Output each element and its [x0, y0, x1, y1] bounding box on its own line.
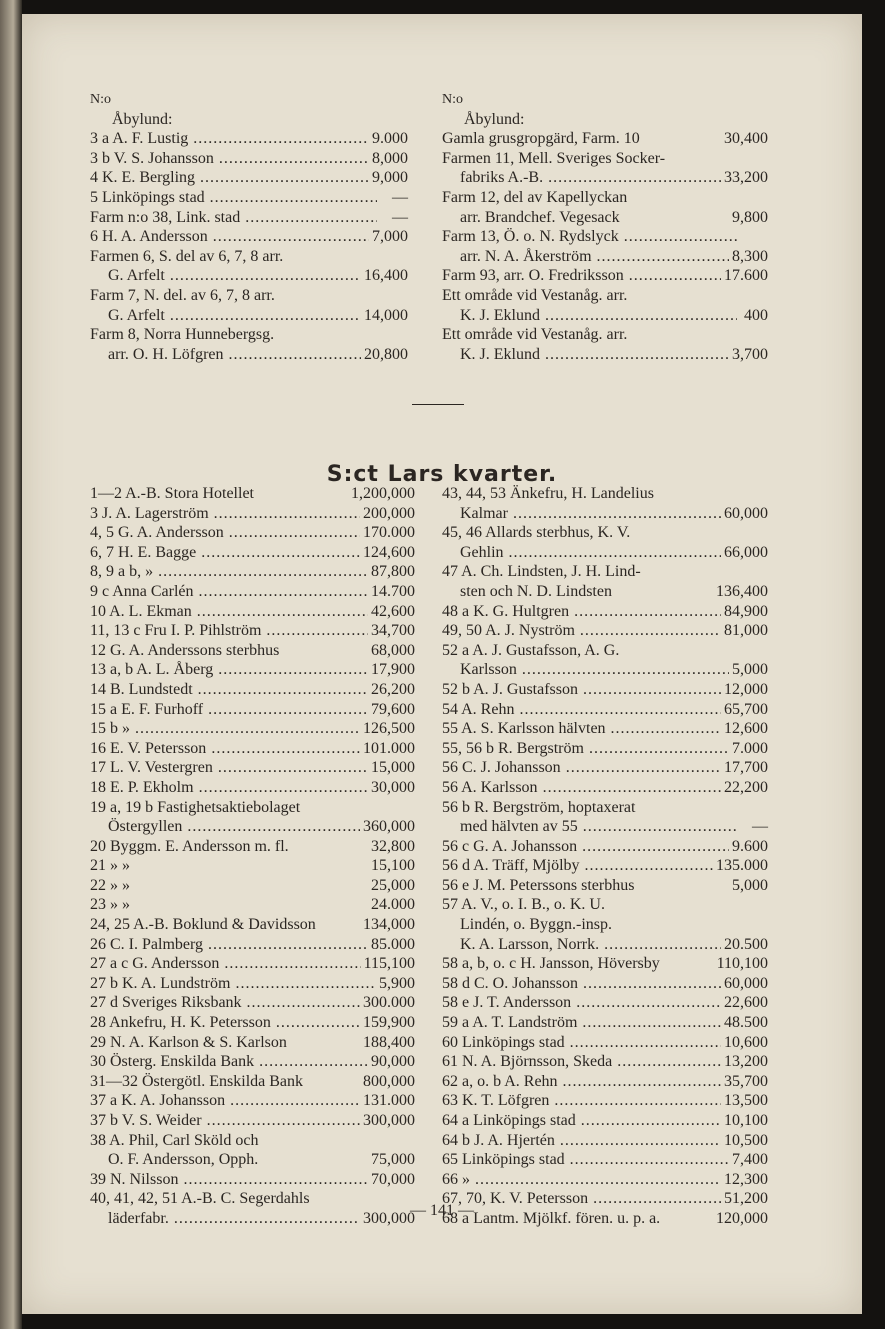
entry-label: Kalmar ..... — [460, 504, 721, 524]
entry-row — [90, 778, 415, 798]
entry-value: 87,800 — [371, 563, 415, 581]
entry-label: 29 N. A. Karlson & S. Karlson — [90, 1033, 287, 1051]
entry-row — [90, 149, 408, 169]
entry-row — [90, 758, 415, 778]
entry-label: G. Arfelt ..... — [108, 306, 361, 326]
entry-label: 27 a c G. Andersson ..... — [90, 954, 361, 974]
entry-label: 56 C. J. Johansson ..... — [442, 758, 721, 778]
entry-label: 57 A. V., o. I. B., o. K. U. — [442, 896, 605, 914]
entry-label: 9 c Anna Carlén ..... — [90, 582, 368, 602]
entry-value: 300,000 — [363, 1209, 415, 1227]
entry-row — [442, 837, 768, 857]
entry-value: 300.000 — [363, 994, 415, 1012]
entry-label: Farmen 11, Mell. Sveriges Socker- — [442, 149, 666, 167]
entry-row — [442, 306, 768, 326]
entry-label: 3 J. A. Lagerström ..... — [90, 504, 360, 524]
entry-value: 170.000 — [363, 524, 415, 542]
entry-row — [90, 306, 408, 326]
column-heading: N:o — [90, 92, 111, 107]
column-subheading: Åbylund: — [112, 110, 173, 128]
entry-label: 38 A. Phil, Carl Sköld och — [90, 1131, 259, 1149]
entry-row — [442, 543, 768, 563]
entry-row — [442, 582, 768, 602]
entry-label: 58 d C. O. Johansson ..... — [442, 974, 721, 994]
entry-label: 67, 70, K. V. Petersson ..... — [442, 1189, 721, 1209]
entry-row — [90, 660, 415, 680]
entry-value: — — [392, 188, 408, 206]
bottom-left-column — [90, 484, 415, 1229]
entry-label: 43, 44, 53 Änkefru, H. Landelius — [442, 485, 654, 502]
entry-value: 32,800 — [371, 837, 415, 855]
entry-value: 9,000 — [372, 169, 408, 187]
entry-row — [442, 247, 768, 267]
entry-value: 15,000 — [371, 759, 415, 777]
entry-row — [442, 778, 768, 798]
entry-row — [90, 1131, 415, 1151]
entry-value: 7,400 — [732, 1151, 768, 1169]
entry-value: 7.000 — [732, 739, 768, 757]
entry-label: 47 A. Ch. Lindsten, J. H. Lind- — [442, 563, 641, 581]
entry-label: 63 K. T. Löfgren ..... — [442, 1091, 721, 1111]
entry-value: 14.700 — [371, 582, 415, 600]
entry-row — [442, 149, 768, 169]
entry-label: Farm 12, del av Kapellyckan — [442, 188, 628, 206]
entry-label: 17 L. V. Vestergren ..... — [90, 758, 368, 778]
entry-row — [90, 621, 415, 641]
entry-row — [442, 719, 768, 739]
entry-label: 18 E. P. Ekholm ..... — [90, 778, 368, 798]
entry-value: 101.000 — [363, 739, 415, 757]
entry-row — [90, 523, 415, 543]
entry-value: 10,600 — [724, 1033, 768, 1051]
entry-value: 25,000 — [371, 876, 415, 894]
entry-label: 66 » ..... — [442, 1170, 721, 1190]
entry-label: Karlsson ..... — [460, 660, 729, 680]
entry-row — [90, 935, 415, 955]
entry-row — [442, 129, 768, 149]
entry-value: 68,000 — [371, 641, 415, 659]
entry-label: Lindén, o. Byggn.-insp. — [460, 916, 612, 934]
entry-value: 126,500 — [363, 720, 415, 738]
entry-label: 3 a A. F. Lustig ..... — [90, 129, 369, 149]
entry-row — [90, 798, 415, 818]
entry-label: 40, 41, 42, 51 A.-B. C. Segerdahls — [90, 1190, 310, 1208]
entry-value: 120,000 — [716, 1209, 768, 1227]
entry-label: K. J. Eklund ..... — [460, 345, 729, 365]
entry-row — [90, 719, 415, 739]
entry-value: 30,400 — [724, 130, 768, 148]
entry-row — [90, 954, 415, 974]
entry-label: Farm 8, Norra Hunnebergsg. — [90, 326, 275, 344]
entry-label: 65 Linköpings stad ..... — [442, 1150, 729, 1170]
entry-value: 400 — [744, 306, 768, 324]
entry-value: 5,000 — [732, 876, 768, 894]
entry-row — [90, 543, 415, 563]
entry-value: 13,500 — [724, 1092, 768, 1110]
entry-label: 39 N. Nilsson ..... — [90, 1170, 368, 1190]
entry-label: 37 b V. S. Weider ..... — [90, 1111, 360, 1131]
entry-label: 27 d Sveriges Riksbank ..... — [90, 993, 360, 1013]
entry-row — [90, 325, 408, 345]
entry-row — [90, 974, 415, 994]
entry-label: 58 e J. T. Andersson ..... — [442, 993, 721, 1013]
entry-value: 800,000 — [363, 1072, 415, 1090]
entry-row — [442, 817, 768, 837]
entry-row — [442, 602, 768, 622]
entry-row — [90, 915, 415, 935]
entry-row — [90, 227, 408, 247]
entry-label: 4, 5 G. A. Andersson ..... — [90, 523, 360, 543]
entry-row — [442, 621, 768, 641]
entry-value: 14,000 — [364, 306, 408, 324]
entry-label: 21 » » — [90, 857, 130, 875]
entry-row — [442, 1170, 768, 1190]
entry-row — [442, 227, 768, 247]
document-page — [22, 14, 862, 1314]
entry-value: 79,600 — [371, 700, 415, 718]
entry-label: 19 a, 19 b Fastighetsaktiebolaget — [90, 798, 301, 816]
entry-label: Farm 13, Ö. o. N. Rydslyck ..... — [442, 227, 737, 247]
entry-row — [442, 758, 768, 778]
entry-row — [442, 660, 768, 680]
entry-value: 110,100 — [716, 955, 768, 973]
entry-label: Östergyllen ..... — [108, 817, 360, 837]
entry-value: 70,000 — [371, 1170, 415, 1188]
entry-label: Gamla grusgropgärd, Farm. 10 — [442, 130, 640, 148]
entry-value: 48.500 — [724, 1014, 768, 1032]
entry-row — [90, 247, 408, 267]
top-left-column — [90, 90, 408, 364]
entry-row — [90, 1013, 415, 1033]
entry-row — [90, 208, 408, 228]
entry-label: 10 A. L. Ekman ..... — [90, 602, 368, 622]
entry-value: 13,200 — [724, 1053, 768, 1071]
entry-label: 62 a, o. b A. Rehn ..... — [442, 1072, 721, 1092]
entry-value: 135.000 — [716, 857, 768, 875]
entry-label: arr. Brandchef. Vegesack — [460, 208, 620, 226]
entry-row — [442, 1033, 768, 1053]
entry-row — [90, 817, 415, 837]
entry-label: K. A. Larsson, Norrk. ..... — [460, 935, 721, 955]
entry-row — [90, 1072, 415, 1092]
entry-label: 6 H. A. Andersson ..... — [90, 227, 369, 247]
entry-value: 66,000 — [724, 543, 768, 561]
entry-value: 17.600 — [724, 267, 768, 285]
entry-row — [442, 1150, 768, 1170]
entry-label: 56 b R. Bergström, hoptaxerat — [442, 798, 636, 816]
entry-row — [442, 208, 768, 228]
entry-label: sten och N. D. Lindsten — [460, 582, 612, 600]
entry-label: 52 b A. J. Gustafsson ..... — [442, 680, 721, 700]
entry-row — [90, 1052, 415, 1072]
entry-row — [90, 895, 415, 915]
entry-row — [90, 129, 408, 149]
entry-label: arr. O. H. Löfgren ..... — [108, 345, 361, 365]
entry-label: 49, 50 A. J. Nyström ..... — [442, 621, 721, 641]
entry-label: fabriks A.-B. ..... — [460, 168, 721, 188]
entry-label: 30 Österg. Enskilda Bank ..... — [90, 1052, 368, 1072]
entry-label: med hälvten av 55 ..... — [460, 817, 737, 837]
entry-label: 56 c G. A. Johansson ..... — [442, 837, 729, 857]
entry-row — [442, 680, 768, 700]
entry-label: 1—2 A.-B. Stora Hotellet — [90, 485, 254, 502]
entry-row — [442, 168, 768, 188]
entry-label: K. J. Eklund ..... — [460, 306, 737, 326]
entry-value: 3,700 — [732, 345, 768, 363]
entry-row — [90, 484, 415, 504]
entry-label: 24, 25 A.-B. Boklund & Davidsson — [90, 916, 316, 934]
entry-label: 15 a E. F. Furhoff ..... — [90, 700, 368, 720]
entry-value: 200,000 — [363, 504, 415, 522]
entry-value: 1,200,000 — [351, 485, 415, 502]
entry-value: 15,100 — [371, 857, 415, 875]
entry-label: 11, 13 c Fru I. P. Pihlström ..... — [90, 621, 368, 641]
entry-value: 188,400 — [363, 1033, 415, 1051]
entry-row — [90, 504, 415, 524]
entry-value: 81,000 — [724, 622, 768, 640]
entry-row — [90, 1033, 415, 1053]
entry-value: 12,000 — [724, 680, 768, 698]
entry-row — [90, 1150, 415, 1170]
entry-value: — — [392, 208, 408, 226]
entry-value: 159,900 — [363, 1014, 415, 1032]
entry-row — [90, 286, 408, 306]
entry-label: 55, 56 b R. Bergström ..... — [442, 739, 729, 759]
entry-value: 9,800 — [732, 208, 768, 226]
page-number: — 141 — — [410, 1202, 474, 1219]
entry-row — [442, 1091, 768, 1111]
entry-label: 59 a A. T. Landström ..... — [442, 1013, 721, 1033]
entry-label: arr. N. A. Åkerström ..... — [460, 247, 729, 267]
section-title: S:ct Lars kvarter. — [326, 462, 558, 487]
entry-label: 13 a, b A. L. Åberg ..... — [90, 660, 368, 680]
entry-value: 17,900 — [371, 661, 415, 679]
entry-row — [442, 1052, 768, 1072]
entry-row — [442, 188, 768, 208]
entry-label: 45, 46 Allards sterbhus, K. V. — [442, 524, 631, 542]
entry-row — [442, 856, 768, 876]
entry-row — [90, 876, 415, 896]
entry-label: 8, 9 a b, » ..... — [90, 562, 368, 582]
entry-label: 37 a K. A. Johansson ..... — [90, 1091, 360, 1111]
entry-label: 4 K. E. Bergling ..... — [90, 168, 369, 188]
entry-value: 85.000 — [371, 935, 415, 953]
entry-label: 23 » » — [90, 896, 130, 914]
entry-row — [442, 562, 768, 582]
entry-row — [90, 856, 415, 876]
entry-row — [442, 974, 768, 994]
entry-row — [442, 935, 768, 955]
bottom-right-column — [442, 484, 768, 1229]
entry-label: 12 G. A. Anderssons sterbhus — [90, 641, 280, 659]
entry-row — [442, 993, 768, 1013]
entry-value: 75,000 — [371, 1151, 415, 1169]
entry-label: Farm n:o 38, Link. stad ..... — [90, 208, 377, 228]
entry-row — [442, 700, 768, 720]
entry-value: 42,600 — [371, 602, 415, 620]
entry-value: 30,000 — [371, 778, 415, 796]
entry-label: 56 d A. Träff, Mjölby ..... — [442, 856, 713, 876]
entry-value: 60,000 — [724, 974, 768, 992]
entry-value: 136,400 — [716, 582, 768, 600]
entry-row — [442, 1131, 768, 1151]
entry-value: 17,700 — [724, 759, 768, 777]
entry-row — [442, 895, 768, 915]
entry-row — [90, 837, 415, 857]
entry-row — [442, 876, 768, 896]
entry-label: 60 Linköpings stad ..... — [442, 1033, 721, 1053]
entry-label: läderfabr. ..... — [108, 1209, 360, 1229]
entry-row — [90, 739, 415, 759]
entry-row — [90, 562, 415, 582]
entry-label: Gehlin ..... — [460, 543, 721, 563]
entry-label: 14 B. Lundstedt ..... — [90, 680, 368, 700]
section-divider — [412, 404, 464, 405]
entry-label: 68 a Lantm. Mjölkf. fören. u. p. a. — [442, 1209, 661, 1227]
entry-value: 34,700 — [371, 622, 415, 640]
entry-label: Ett område vid Vestanåg. arr. — [442, 326, 628, 344]
entry-row — [90, 1170, 415, 1190]
entry-row — [90, 266, 408, 286]
entry-value: 60,000 — [724, 504, 768, 522]
entry-label: Farmen 6, S. del av 6, 7, 8 arr. — [90, 247, 284, 265]
entry-value: 84,900 — [724, 602, 768, 620]
entry-value: 300,000 — [363, 1112, 415, 1129]
entry-row — [442, 286, 768, 306]
entry-row — [90, 1091, 415, 1111]
entry-value: 51,200 — [724, 1190, 768, 1208]
entry-value: 7,000 — [372, 228, 408, 246]
entry-row — [442, 1013, 768, 1033]
entry-label: 64 a Linköpings stad ..... — [442, 1111, 721, 1131]
entry-label: 16 E. V. Petersson ..... — [90, 739, 360, 759]
entry-row — [90, 188, 408, 208]
entry-label: 54 A. Rehn ..... — [442, 700, 721, 720]
entry-row — [442, 798, 768, 818]
entry-label: Farm 7, N. del. av 6, 7, 8 arr. — [90, 286, 275, 304]
entry-row — [90, 993, 415, 1013]
entry-value: 65,700 — [724, 700, 768, 718]
entry-label: 15 b » ..... — [90, 719, 360, 739]
book-spine-edge — [0, 0, 22, 1329]
entry-label: 48 a K. G. Hultgren ..... — [442, 602, 721, 622]
entry-row — [90, 345, 408, 365]
entry-row — [442, 1072, 768, 1092]
entry-row — [90, 700, 415, 720]
top-right-column — [442, 90, 768, 364]
entry-value: 22,200 — [724, 778, 768, 796]
entry-row — [442, 484, 768, 504]
entry-row — [90, 680, 415, 700]
entry-label: 6, 7 H. E. Bagge ..... — [90, 543, 360, 563]
entry-value: 5,000 — [732, 661, 768, 679]
entry-value: 26,200 — [371, 680, 415, 698]
entry-row — [442, 266, 768, 286]
entry-row — [442, 523, 768, 543]
entry-value: 22,600 — [724, 994, 768, 1012]
entry-value: 35,700 — [724, 1072, 768, 1090]
entry-value: 124,600 — [363, 543, 415, 561]
entry-value: 90,000 — [371, 1053, 415, 1071]
entry-row — [90, 168, 408, 188]
entry-value: — — [752, 818, 768, 836]
entry-row — [442, 504, 768, 524]
entry-label: 3 b V. S. Johansson ..... — [90, 149, 369, 169]
entry-label: O. F. Andersson, Opph. — [108, 1151, 259, 1169]
entry-label: G. Arfelt ..... — [108, 266, 361, 286]
entry-value: 8,000 — [372, 149, 408, 167]
entry-label: 52 a A. J. Gustafsson, A. G. — [442, 641, 620, 659]
entry-row — [90, 641, 415, 661]
entry-value: 24.000 — [371, 896, 415, 914]
entry-row — [442, 915, 768, 935]
entry-value: 12,600 — [724, 720, 768, 738]
entry-label: 20 Byggm. E. Andersson m. fl. — [90, 837, 289, 855]
entry-label: Ett område vid Vestanåg. arr. — [442, 286, 628, 304]
entry-value: 9.600 — [732, 837, 768, 855]
entry-row — [442, 641, 768, 661]
entry-value: 12,300 — [724, 1170, 768, 1188]
entry-label: 55 A. S. Karlsson hälvten ..... — [442, 719, 721, 739]
entry-label: 64 b J. A. Hjertén ..... — [442, 1131, 721, 1151]
entry-label: 31—32 Östergötl. Enskilda Bank — [90, 1072, 304, 1090]
entry-row — [442, 325, 768, 345]
entry-value: 10,100 — [724, 1112, 768, 1129]
entry-row — [442, 1111, 768, 1131]
entry-row — [442, 954, 768, 974]
entry-label: 28 Ankefru, H. K. Petersson ..... — [90, 1013, 360, 1033]
entry-label: 5 Linköpings stad ..... — [90, 188, 377, 208]
column-heading: N:o — [442, 92, 463, 107]
entry-label: 56 e J. M. Peterssons sterbhus — [442, 876, 635, 894]
entry-value: 20,800 — [364, 345, 408, 363]
entry-row — [442, 345, 768, 365]
entry-row — [442, 739, 768, 759]
entry-value: 5,900 — [379, 974, 415, 992]
entry-label: 61 N. A. Björnsson, Skeda ..... — [442, 1052, 721, 1072]
entry-value: 9.000 — [372, 130, 408, 148]
entry-value: 134,000 — [363, 916, 415, 934]
entry-value: 16,400 — [364, 267, 408, 285]
entry-label: 26 C. I. Palmberg ..... — [90, 935, 368, 955]
entry-value: 131.000 — [363, 1092, 415, 1110]
entry-value: 8,300 — [732, 247, 768, 265]
entry-value: 33,200 — [724, 169, 768, 187]
entry-label: Farm 93, arr. O. Fredriksson ..... — [442, 266, 721, 286]
entry-label: 58 a, b, o. c H. Jansson, Höversby — [442, 955, 660, 973]
entry-row — [90, 602, 415, 622]
entry-value: 10,500 — [724, 1131, 768, 1149]
entry-value: 20.500 — [724, 935, 768, 953]
entry-label: 56 A. Karlsson ..... — [442, 778, 721, 798]
entry-label: 22 » » — [90, 876, 130, 894]
entry-label: 27 b K. A. Lundström ..... — [90, 974, 376, 994]
entry-row — [90, 1111, 415, 1131]
column-subheading: Åbylund: — [464, 110, 525, 128]
entry-value: 360,000 — [363, 818, 415, 836]
entry-row — [90, 582, 415, 602]
entry-value: 115,100 — [363, 955, 415, 973]
